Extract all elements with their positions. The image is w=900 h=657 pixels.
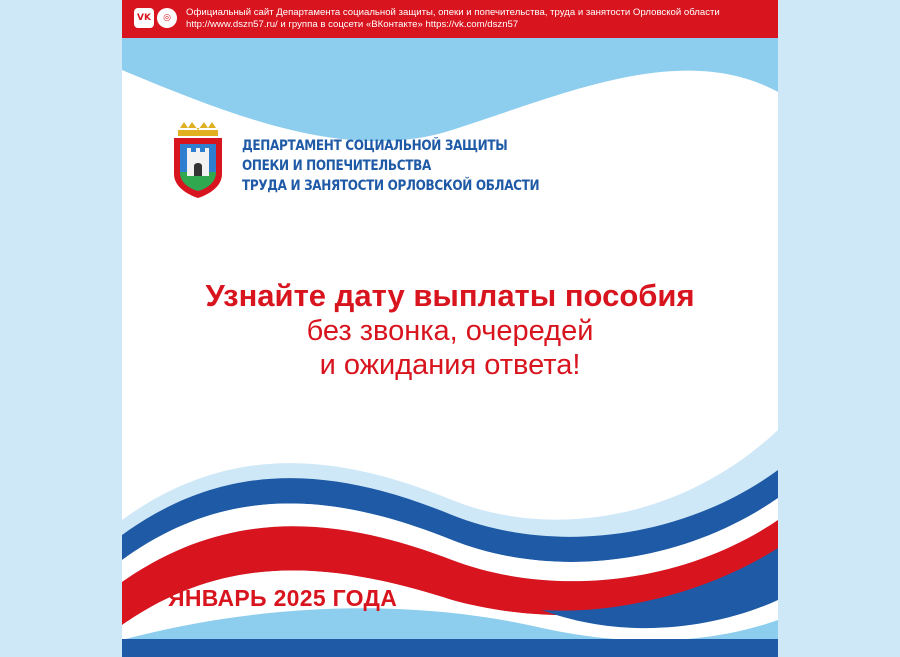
date-label: ЯНВАРЬ 2025 ГОДА bbox=[168, 585, 398, 611]
headline-line-3: и ожидания ответа! bbox=[319, 349, 581, 381]
headline-title: Узнайте дату выплаты пособия bbox=[205, 278, 695, 313]
department-line-2: ОПЕКИ И ПОПЕЧИТЕЛЬСТВА bbox=[242, 158, 431, 174]
header-site-text: Официальный сайт Департамента социальной защиты, опеки и попечительства, труда и занятости Орловской области bbox=[186, 7, 720, 18]
footer-bar bbox=[122, 639, 778, 657]
department-line-3: ТРУДА И ЗАНЯТОСТИ ОРЛОВСКОЙ ОБЛАСТИ bbox=[242, 178, 540, 194]
poster-card bbox=[122, 0, 778, 657]
vk-icon[interactable]: VK bbox=[134, 8, 154, 28]
headline bbox=[122, 278, 778, 382]
header-links-text[interactable]: http://www.dszn57.ru/ и группа в соцсети «ВКонтакте» https://vk.com/dszn57 bbox=[186, 19, 519, 30]
globe-icon[interactable]: ◎ bbox=[157, 8, 177, 28]
department-name bbox=[242, 136, 539, 196]
header-bar bbox=[122, 0, 778, 38]
headline-line-2: без звонка, очередей bbox=[306, 315, 594, 347]
department-line-1: ДЕПАРТАМЕНТ СОЦИАЛЬНОЙ ЗАЩИТЫ bbox=[242, 138, 508, 154]
coat-of-arms-logo bbox=[170, 122, 226, 198]
